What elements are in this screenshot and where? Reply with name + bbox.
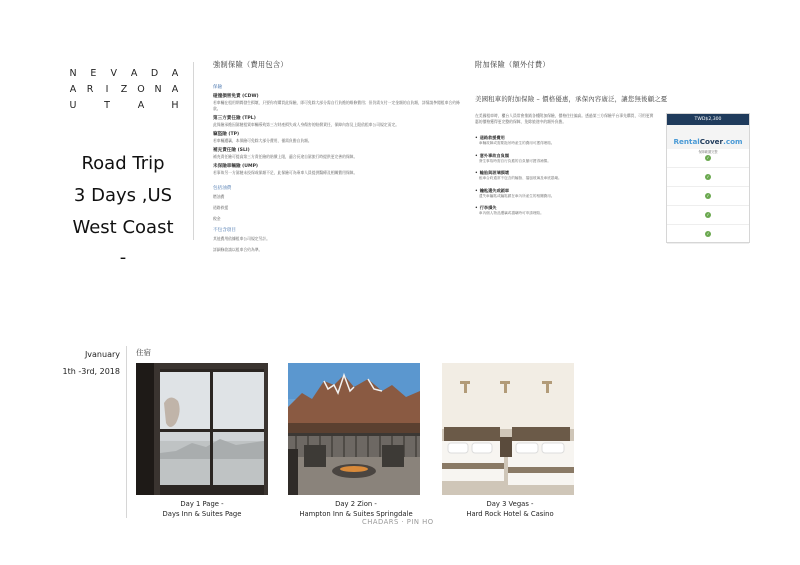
check-icon: ✓ (706, 155, 710, 160)
trip-title-dash: - (119, 247, 127, 268)
coverage-title: • 行李損失 (475, 205, 657, 211)
insurance-item-desc: 若車輛在租用期間發生損壞，只要你有購買此保險，即可免除大部分需自行負擔的維修費用；但仍需支付一定金額的自負額，詳情請參閱租車合約條款。 (213, 100, 460, 111)
check-icon: ✓ (706, 231, 710, 236)
author-credit: CHADARS · PIN HO (362, 518, 434, 526)
trip-dates (56, 346, 120, 380)
coverage-item (475, 153, 657, 165)
insurance-item-title: 碰撞損害免責 (CDW) (213, 94, 259, 99)
check-icon: ✓ (706, 174, 710, 179)
optional-heading: 附加保險（額外付費） (475, 60, 550, 69)
trip-title-line1: Road Trip (81, 153, 165, 174)
coverage-item (475, 188, 657, 200)
optional-intro: 在美國租車時，櫃台人員常會推銷各種附加保險，價格往往偏高。透過第三方保險平台事先購買，可用更實惠的價格獲得更完整的保障，免除旅途中的額外負擔。 (475, 113, 654, 124)
mandatory-insurance-section (213, 60, 463, 258)
photo-caption-day2: Day 2 Zion - Hampton Inn & Suites Springdale (299, 500, 413, 518)
optional-headline: 美國租車的附加保險 – 價格優惠，承保內容廣泛，讓您無後顧之憂 (475, 95, 668, 103)
coverage-title: • 鑰匙遺失或鎖車 (475, 188, 657, 194)
note-line: 詳細條款請以租車合約為準。 (213, 247, 263, 252)
insurance-item-title: 第三方責任險 (TPL) (213, 116, 256, 121)
insurance-item (213, 115, 463, 128)
states-list (68, 66, 180, 114)
rentalcover-card (666, 113, 750, 243)
state-nevada: N E V A D A (69, 68, 179, 79)
insurance-item-desc: 此保險承擔因駕駛租賃車輛導致第三方財產損失或人身傷害的賠償責任，保障內容及上限依租車公司規定而定。 (213, 122, 400, 127)
insurance-item (213, 163, 463, 176)
insurance-item-desc: 若事故另一方駕駛未投保或保額不足，此保險可為乘車人員提供醫療及相關費用保障。 (213, 170, 358, 175)
insurance-item-title: 補充責任險 (SLI) (213, 148, 250, 153)
insurance-item (213, 147, 463, 160)
trip-title-line2: 3 Days ,US (73, 185, 173, 206)
check-row (667, 206, 749, 225)
coverage-title: • 意外事故自負額 (475, 153, 657, 159)
coverage-title: • 道路救援費用 (475, 135, 657, 141)
mandatory-group3-label: 不包含項目 (213, 228, 236, 233)
coverage-desc: 發生事故時需自行負擔的自負額可獲得補償。 (479, 158, 551, 163)
insurance-item-title: 未保險車輛險 (UMP) (213, 164, 259, 169)
insurance-item (213, 93, 463, 112)
accommodation-label: 住宿 (136, 348, 151, 357)
divider-bottom (126, 346, 127, 518)
state-utah: U T A H (69, 100, 179, 111)
coverage-item (475, 170, 657, 182)
hotel-photo-vegas (442, 363, 574, 495)
coverage-desc: 遺失車鑰匙或鑰匙鎖在車內所產生的相關費用。 (479, 193, 555, 198)
rentalcover-sub: 保障範圍完整 (698, 150, 718, 154)
coverage-item (475, 135, 657, 147)
hotel-photo-zion (288, 363, 420, 495)
photo-caption-day1: Day 1 Page - Days Inn & Suites Page (162, 500, 242, 518)
coverage-title: • 輪胎與玻璃損壞 (475, 170, 657, 176)
rentalcover-price: TWD$2,300 (667, 114, 749, 125)
optional-insurance-section (475, 60, 750, 243)
coverage-desc: 車輛故障或需要拖吊時產生的費用可獲得理賠。 (479, 141, 555, 145)
mandatory-group1-label: 保險 (213, 85, 223, 90)
rentalcover-logo-text: RentalCover.com (673, 137, 743, 146)
check-row (667, 225, 749, 244)
check-icon: ✓ (706, 193, 710, 198)
coverage-item (475, 205, 657, 217)
state-arizona: A R I Z O N A (69, 84, 179, 95)
mandatory-heading: 強制保險（費用包含） (213, 60, 288, 69)
coverage-desc: 車內個人物品遭竊或損壞時可申請理賠。 (479, 211, 544, 215)
fee-line: 燃油費 (213, 194, 225, 199)
photo-caption-day3: Day 3 Vegas - Hard Rock Hotel & Casino (466, 500, 554, 518)
insurance-item-title: 竊盜險 (TP) (213, 132, 240, 137)
insurance-item (213, 131, 463, 144)
check-icon: ✓ (706, 212, 710, 217)
trip-date-range: 1th -3rd, 2018 (62, 367, 120, 376)
trip-title (60, 148, 186, 272)
trip-date-month: Jvanuary (84, 350, 120, 359)
insurance-item-desc: 若車輛遭竊，本保險可免除大部分費用，僅需負擔自負額。 (213, 138, 312, 143)
check-row (667, 168, 749, 187)
check-row (667, 187, 749, 206)
coverage-desc: 租車合約通常不包含的輪胎、擋風玻璃及車底損壞。 (479, 176, 562, 180)
mandatory-group2-label: 包括油費 (213, 186, 232, 191)
trip-title-line3: West Coast (72, 217, 174, 238)
divider-top (193, 62, 194, 240)
hotel-photo-page (136, 363, 268, 495)
rentalcover-logo (667, 125, 749, 154)
note-line: 其他費用依據租車公司規定另計。 (213, 236, 270, 241)
insurance-item-desc: 補充責任險可提高第三方責任險的賠償上限，適合長途自駕旅行時提供更完善的保障。 (213, 154, 358, 159)
fee-line: 道路救援 (213, 205, 229, 210)
fee-line: 稅金 (213, 216, 221, 221)
